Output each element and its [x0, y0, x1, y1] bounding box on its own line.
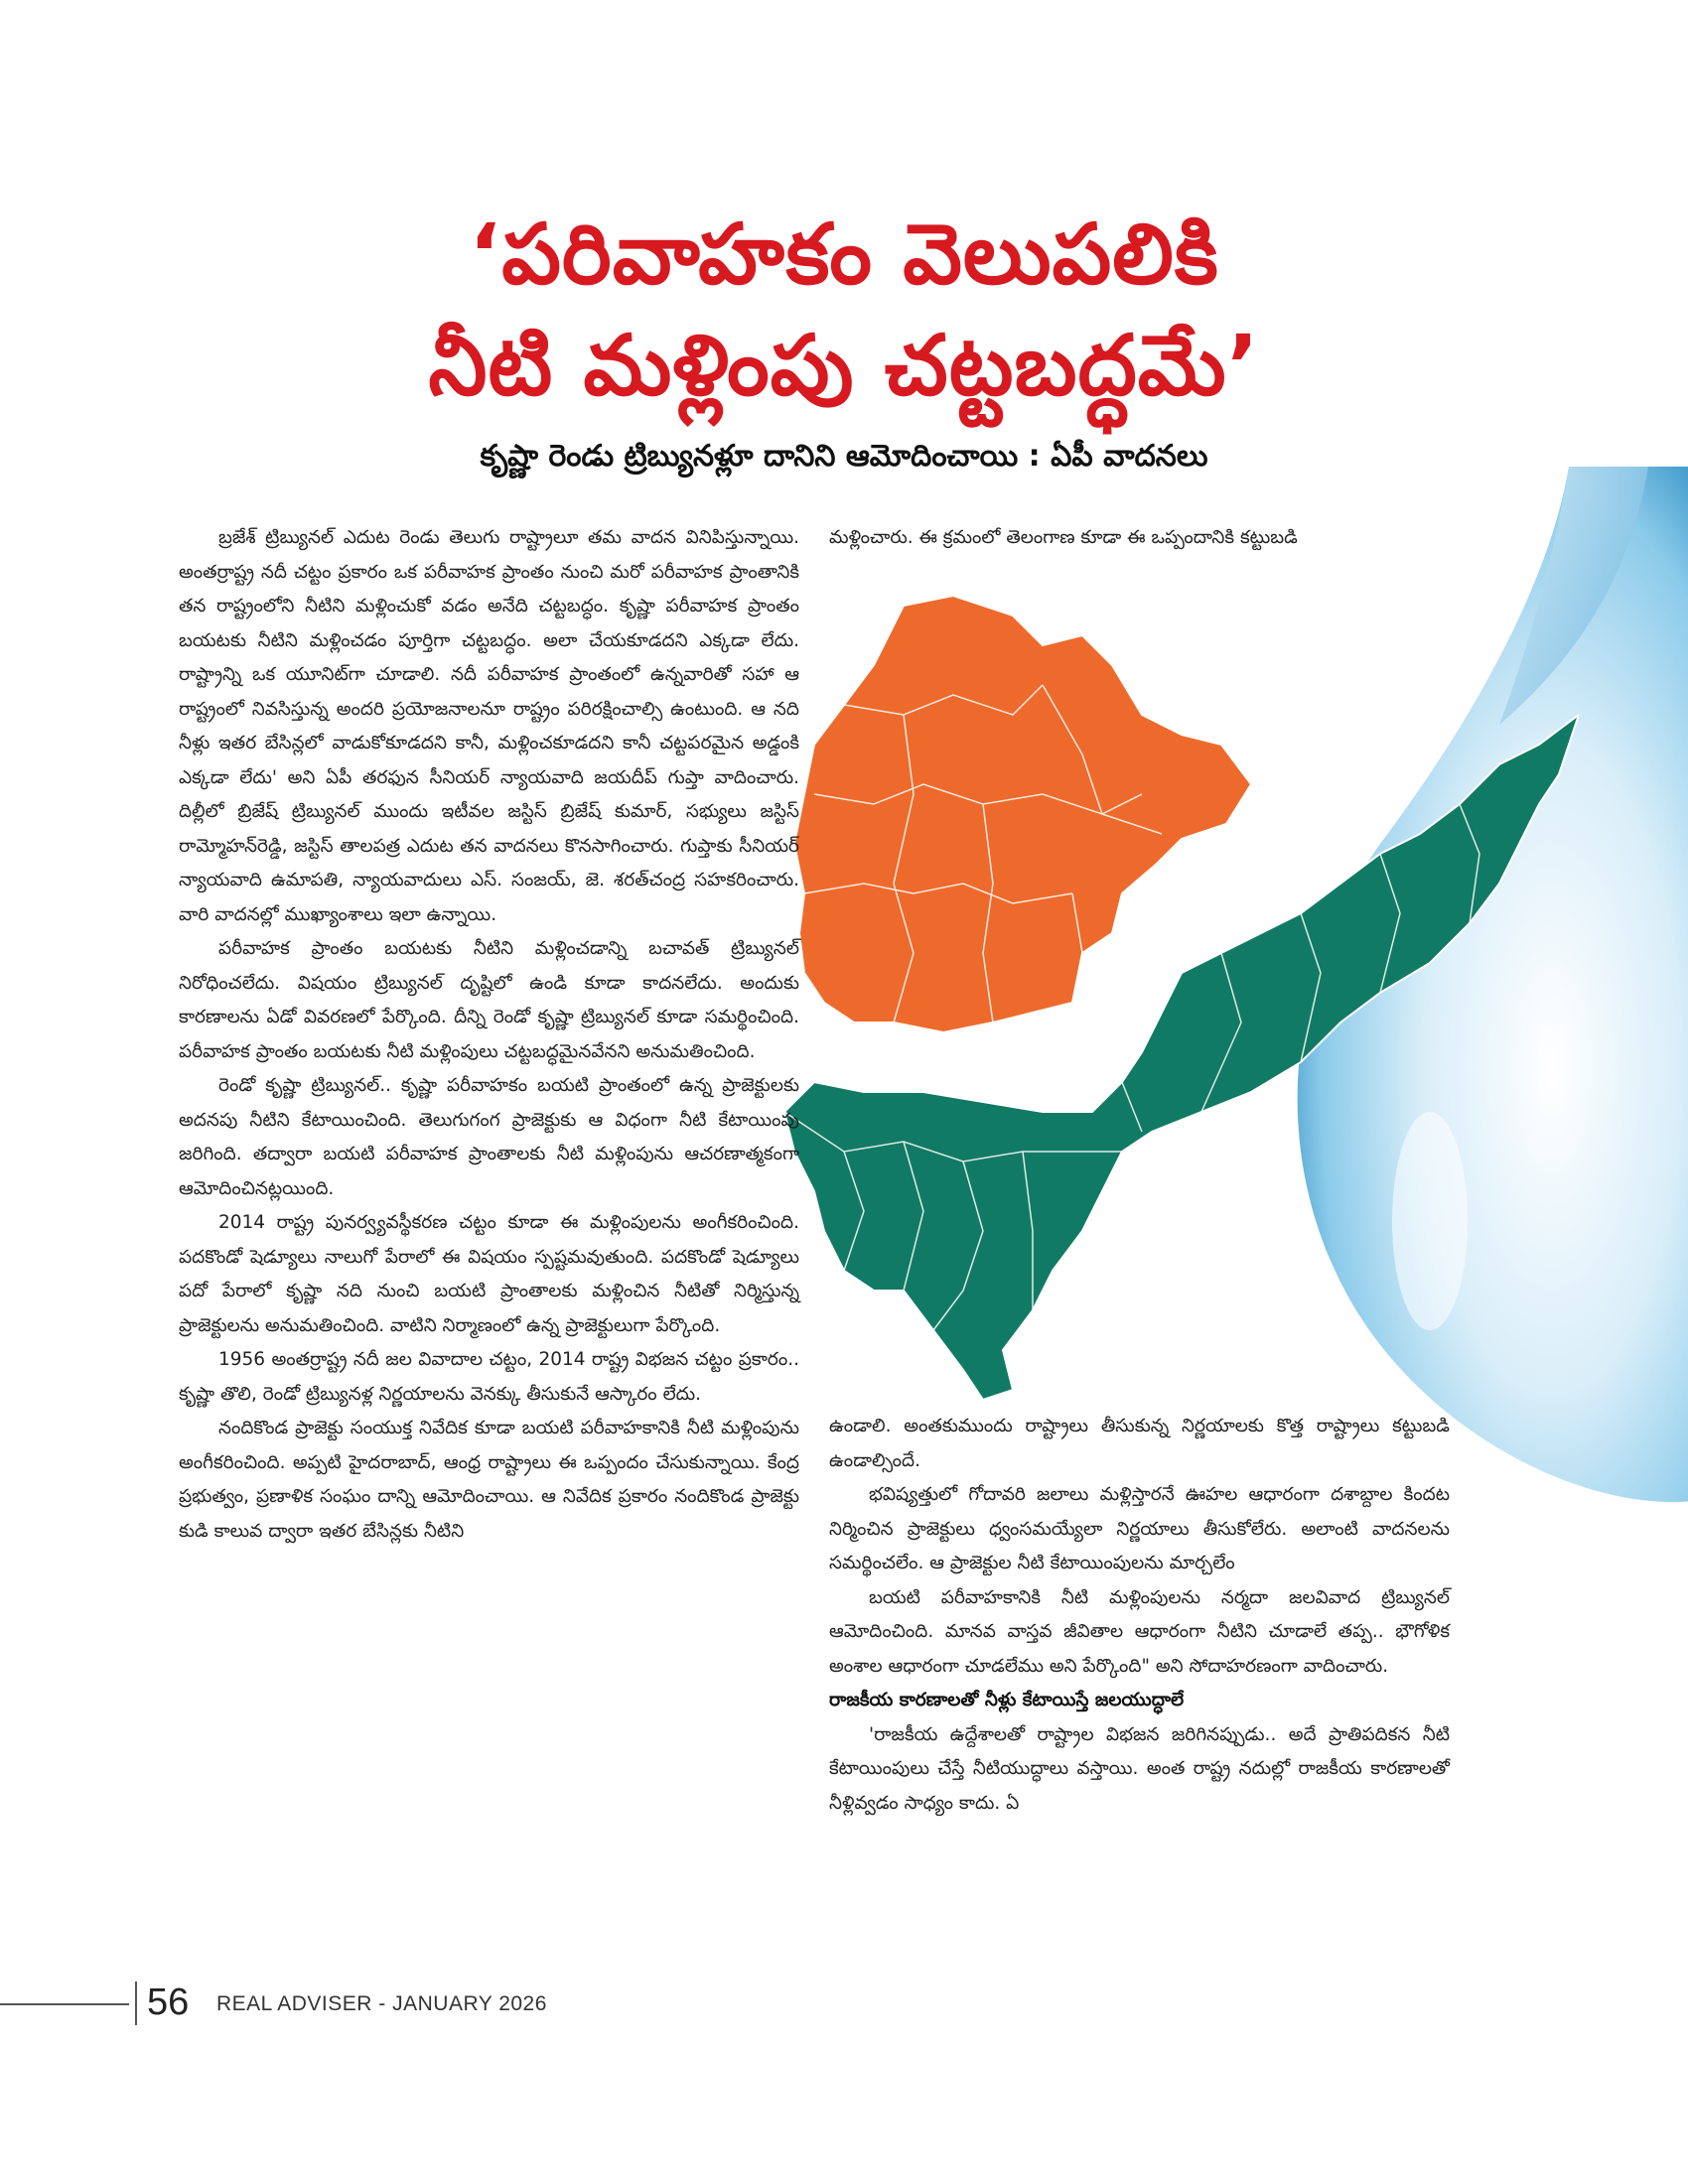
right-column-bottom — [829, 1410, 1450, 1821]
section-subheading: రాజకీయ కారణాలతో నీళ్లు కేటాయిస్తే జలయుద్ధాలే — [829, 1690, 1185, 1710]
footer-rule — [0, 2003, 129, 2005]
paragraph: 1956 అంతర్రాష్ట్ర నదీ జల వివాదాల చట్టం, 2014 రాష్ట్ర విభజన చట్టం ప్రకారం.. కృష్ణా తొలి, రెండో ట్రిబ్యునళ్ల నిర్ణయాలను వెనక్కు తీసుకునే ఆస్కారం లేదు. — [179, 1349, 799, 1405]
telangana-map-region — [794, 596, 1251, 1032]
paragraph: బయటి పరీవాహకానికి నీటి మళ్లింపులను నర్మదా జలవివాద ట్రిబ్యునల్ ఆమోదించింది. మానవ వాస్తవ జీవితాల ఆధారంగా నీటిని చూడాలే తప్ప.. భౌగోళిక అంశాల ఆధారంగా చూడలేము అని పేర్కొంది" అని సోదాహరణంగా వాదించారు. — [829, 1586, 1450, 1677]
headline-line-2: నీటి మళ్లింపు చట్టబద్ధమే’ — [428, 317, 1260, 414]
paragraph: భవిష్యత్తులో గోదావరి జలాలు మళ్లిస్తారనే ఊహల ఆధారంగా దశాబ్దాల కిందట నిర్మించిన ప్రాజెక్టులు ధ్వంసమయ్యేలా నిర్ణయాలు తీసుకోలేరు. అలాంటి వాదనలను సమర్థించలేం. ఆ ప్రాజెక్టుల నీటి కేటాయింపులను మార్చలేం — [829, 1484, 1450, 1573]
footer-divider — [135, 1981, 137, 2025]
paragraph: రెండో కృష్ణా ట్రిబ్యునల్.. కృష్ణా పరీవాహకం బయటి ప్రాంతంలో ఉన్న ప్రాజెక్టులకు అదనపు నీటిని కేటాయించింది. తెలుగుగంగ ప్రాజెక్టుకు ఆ విధంగా నీటి కేటాయింపు జరిగింది. తద్వారా బయటి పరీవాహక ప్రాంతాలకు నీటి మళ్లింపును ఆచరణాత్మకంగా ఆమోదించినట్లయింది. — [179, 1075, 799, 1199]
paragraph: బ్రజేశ్ ట్రిబ్యునల్ ఎదుట రెండు తెలుగు రాష్ట్రాలూ తమ వాదన వినిపిస్తున్నాయి. అంతర్రాష్ట్ర నదీ చట్టం ప్రకారం ఒక పరీవాహక ప్రాంతం నుంచి మరో పరీవాహక ప్రాంతానికి తన రాష్ట్రంలోని నీటిని మళ్లించుకో వడం అనేది చట్టబద్ధం. కృష్ణా పరీవాహక ప్రాంతం బయటకు నీటిని మళ్లించడం పూర్తిగా చట్టబద్ధం. అలా చేయకూడదని ఎక్కడా లేదు. రాష్ట్రాన్ని ఒక యూనిట్‌గా చూడాలి. నదీ పరీవాహక ప్రాంతంలో ఉన్నవారితో సహా ఆ రాష్ట్రంలో నివసిస్తున్న అందరి ప్రయోజనాలనూ రాష్ట్రం పరిరక్షించాల్సి ఉంటుంది. ఆ నది నీళ్లు ఇతర బేసిన్లలో వాడుకోకూడదని కానీ, మళ్లించకూడదని కానీ చట్టపరమైన అడ్డంకి ఎక్కడా లేదు' అని ఏపీ తరఫున సీనియర్ న్యాయవాది జయదీప్ గుప్తా వాదించారు. దిల్లీలో బ్రిజేష్ ట్రిబ్యునల్ ముందు ఇటీవల జస్టిస్ బ్రిజేష్ కుమార్, సభ్యులు జస్టిస్ రామ్మోహన్‌రెడ్డి, జస్టిస్ తాలపత్ర ఎదుట తన వాదనలు కొనసాగించారు. గుప్తాకు సీనియర్ న్యాయవాది ఉమాపతి, న్యాయవాదులు ఎస్. సంజయ్, జె. శరత్‌చంద్ర సహకరించారు. వారి వాదనల్లో ముఖ్యాంశాలు ఇలా ఉన్నాయి. — [179, 527, 799, 925]
headline-line-1: ‘పరివాహకం వెలుపలికి — [469, 205, 1219, 303]
article-headline — [149, 199, 1539, 421]
paragraph: 2014 రాష్ట్ర పునర్వ్యవస్థీకరణ చట్టం కూడా ఈ మళ్లింపులను అంగీకరించింది. పదకొండో షెడ్యూలు నాలుగో పేరాలో ఈ విషయం స్పష్టమవుతుంది. పదకొండో షెడ్యూలు పదో పేరాలో కృష్ణా నది నుంచి బయటి ప్రాంతాలకు మళ్లించిన నీటితో నిర్మిస్తున్న ప్రాజెక్టులను అనుమతించింది. వాటిని నిర్మాణంలో ఉన్న ప్రాజెక్టులుగా పేర్కొంది. — [179, 1212, 799, 1336]
paragraph: ఉండాలి. అంతకుముందు రాష్ట్రాలు తీసుకున్న నిర్ణయాలకు కొత్త రాష్ట్రాలు కట్టుబడి ఉండాల్సిందే. — [829, 1416, 1450, 1471]
paragraph: మళ్లించారు. ఈ క్రమంలో తెలంగాణ కూడా ఈ ఒప్పందానికి కట్టుబడి — [829, 527, 1298, 548]
paragraph: పరీవాహక ప్రాంతం బయటకు నీటిని మళ్లించడాన్ని బచావత్ ట్రిబ్యునల్ నిరోధించలేదు. విషయం ట్రిబ్యునల్ దృష్టిలో ఉండి కూడా కాదనలేదు. అందుకు కారణాలను ఏడో వివరణలో పేర్కొంది. దీన్ని రెండో కృష్ణా ట్రిబ్యునల్ కూడా సమర్థించింది. పరీవాహక ప్రాంతం బయటకు నీటి మళ్లింపులు చట్టబద్ధమైనవేనని అనుమతించింది. — [179, 938, 799, 1062]
telugu-states-map — [784, 596, 1579, 1410]
article-subheadline: కృష్ణా రెండు ట్రిబ్యునళ్లూ దానిని ఆమోదించాయి : ఏపీ వాదనలు — [480, 439, 1208, 474]
paragraph: 'రాజకీయ ఉద్దేశాలతో రాష్ట్రాల విభజన జరిగినప్పుడు.. అదే ప్రాతిపదికన నీటి కేటాయింపులు చేస్తే నీటియుద్ధాలు వస్తాయి. అంత రాష్ట్ర నదుల్లో రాజకీయ కారణాలతో నీళ్లివ్వడం సాధ్యం కాదు. ఏ — [829, 1723, 1450, 1814]
right-column-top — [829, 521, 1445, 556]
magazine-issue-label: REAL ADVISER - JANUARY 2026 — [216, 1992, 547, 2015]
left-column — [179, 521, 799, 1549]
page-number: 56 — [147, 1981, 190, 2023]
paragraph: నందికొండ ప్రాజెక్టు సంయుక్త నివేదిక కూడా బయటి పరీవాహకానికి నీటి మళ్లింపును అంగీకరించింది. అప్పటి హైదరాబాద్, ఆంధ్ర రాష్ట్రాలు ఈ ఒప్పందం చేసుకున్నాయి. కేంద్ర ప్రభుత్వం, ప్రణాళిక సంఘం దాన్ని ఆమోదించాయి. ఆ నివేదిక ప్రకారం నందికొండ ప్రాజెక్టు కుడి కాలువ ద్వారా ఇతర బేసిన్లకు నీటిని — [179, 1418, 799, 1542]
